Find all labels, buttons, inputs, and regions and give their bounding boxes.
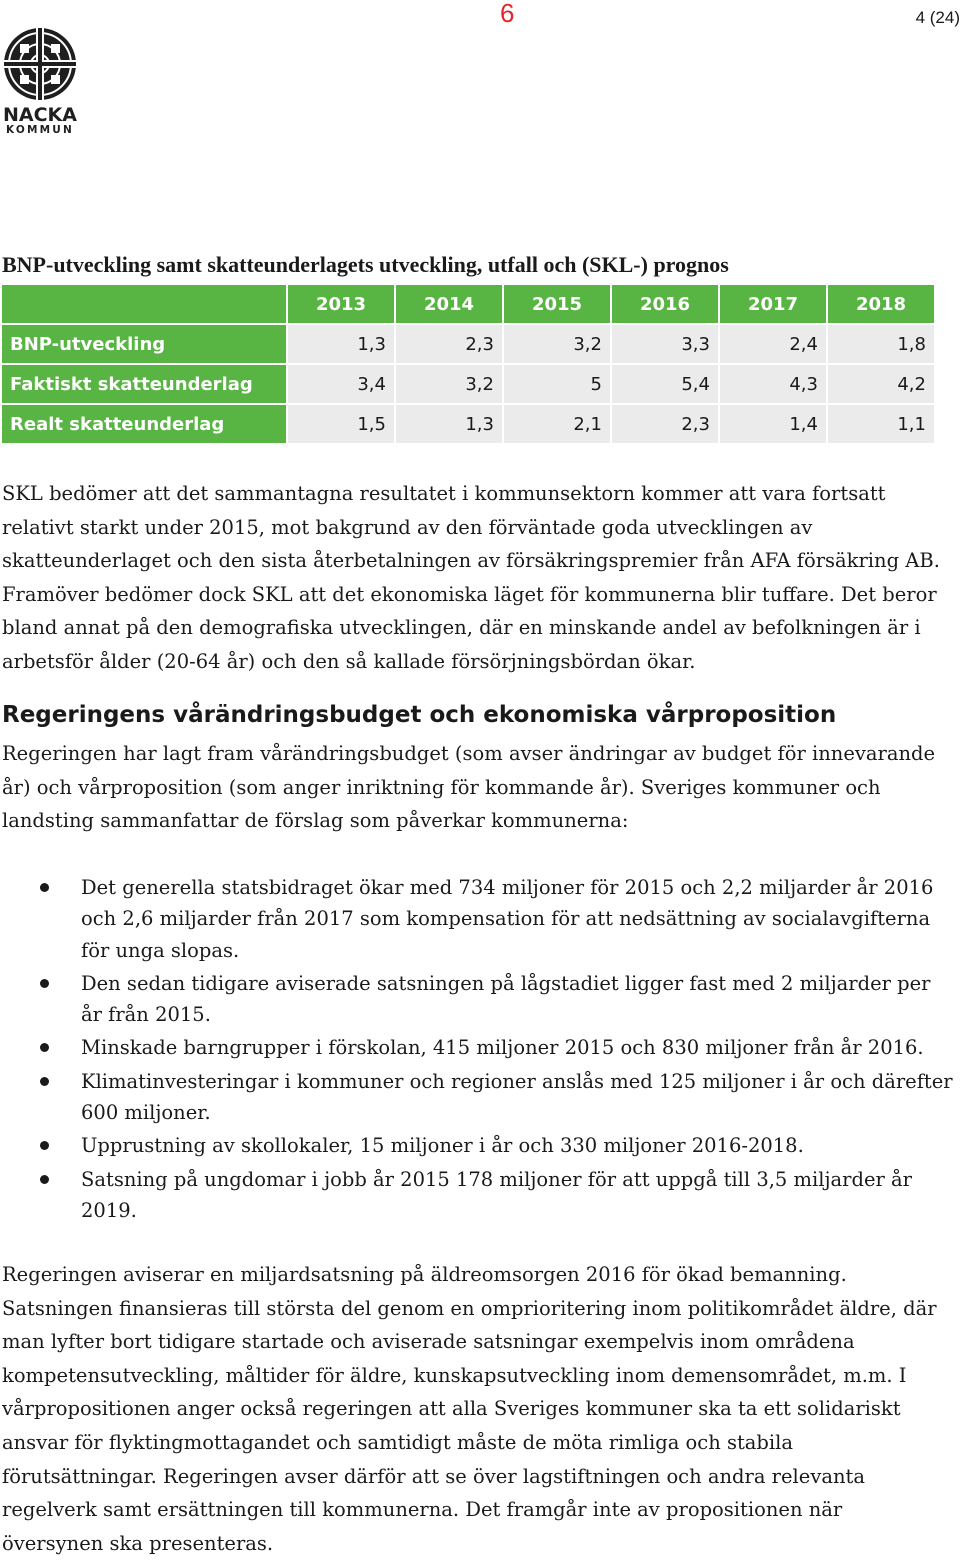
table-cell: 1,3	[395, 404, 503, 444]
page-counter: 4 (24)	[915, 8, 960, 27]
table-header-empty	[2, 285, 287, 324]
table-title: BNP-utveckling samt skatteunderlagets utveckling, utfall och (SKL-) prognos	[2, 252, 729, 277]
nacka-kommun-logo	[0, 26, 80, 138]
list-item-text: Satsning på ungdomar i jobb år 2015 178 miljoner för att uppgå till 3,5 miljarder år 2019.	[81, 1167, 912, 1222]
table-cell: 4,2	[827, 364, 935, 404]
table-header-cell: 2015	[503, 285, 611, 324]
table-cell: 1,4	[719, 404, 827, 444]
table-row	[2, 404, 935, 444]
table-row	[2, 364, 935, 404]
list-item-text: Det generella statsbidraget ökar med 734 miljoner för 2015 och 2,2 miljarder år 2016 och 2,6 miljarder från 2017 som kompensation för att nedsättning av socialavgifterna för unga slopas.	[81, 876, 934, 962]
bullet-icon	[40, 979, 49, 988]
list-item	[0, 1130, 960, 1161]
table-header-cell: 2014	[395, 285, 503, 324]
table-header-cell: 2017	[719, 285, 827, 324]
list-item	[0, 1032, 960, 1063]
row-label: Faktiskt skatteunderlag	[2, 364, 287, 404]
table-header-cell: 2016	[611, 285, 719, 324]
proposal-list	[0, 872, 960, 1228]
closing-paragraph: Regeringen aviserar en miljardsatsning på äldreomsorgen 2016 för ökad bemanning. Satsningen finansieras till största del genom en omprioritering inom politikområdet äldre, där man lyfter bort tidigare startade och aviserade satsningar exempelvis inom områdena kompetensutveckling, måltider för äldre, kunskapsutveckling inom demensområdet, m.m. I vårpropositionen anger också regeringen att alla Sveriges kommuner ska ta ett solidariskt ansvar för flyktingmottagandet och samtidigt måste de möta rimliga och stabila förutsättningar. Regeringen avser därför att se över lagstiftningen och andra relevanta regelverk samt ersättningen till kommunerna. Det framgår inte av propositionen när översynen ska presenteras.	[2, 1263, 937, 1555]
table-cell: 1,3	[287, 324, 395, 364]
bnp-table	[2, 285, 936, 445]
bullet-icon	[40, 1175, 49, 1184]
list-item	[0, 1164, 960, 1227]
bullet-icon	[40, 1141, 49, 1150]
list-item-text: Minskade barngrupper i förskolan, 415 miljoner 2015 och 830 miljoner från år 2016.	[81, 1036, 924, 1060]
table-header-cell: 2018	[827, 285, 935, 324]
table-cell: 5	[503, 364, 611, 404]
list-item	[0, 1066, 960, 1129]
table-cell: 1,1	[827, 404, 935, 444]
table-row	[2, 324, 935, 364]
table-cell: 4,3	[719, 364, 827, 404]
section-heading: Regeringens vårändringsbudget och ekonomiska vårproposition	[2, 702, 837, 728]
table-cell: 5,4	[611, 364, 719, 404]
table-cell: 3,4	[287, 364, 395, 404]
list-item-text: Upprustning av skollokaler, 15 miljoner i år och 330 miljoner 2016-2018.	[81, 1134, 804, 1158]
table-header-row	[2, 285, 935, 324]
row-label: BNP-utveckling	[2, 324, 287, 364]
table-cell: 3,2	[395, 364, 503, 404]
table-cell: 3,3	[611, 324, 719, 364]
list-item	[0, 968, 960, 1031]
table-cell: 2,4	[719, 324, 827, 364]
list-item-text: Klimatinvesteringar i kommuner och regioner anslås med 125 miljoner i år och därefter 600 miljoner.	[81, 1069, 953, 1125]
row-label: Realt skatteunderlag	[2, 404, 287, 444]
red-page-number: 6	[500, 0, 515, 28]
bullet-icon	[40, 1077, 49, 1086]
table-cell: 2,1	[503, 404, 611, 444]
table-cell: 3,2	[503, 324, 611, 364]
logo-name: NACKA	[3, 104, 77, 126]
bullet-icon	[40, 883, 49, 892]
table-cell: 2,3	[395, 324, 503, 364]
section-intro: Regeringen har lagt fram vårändringsbudget (som avser ändringar av budget för innevarande år) och vårproposition (som anger inriktning för kommande år). Sveriges kommuner och landsting sammanfattar de förslag som påverkar kommunerna:	[2, 742, 936, 833]
nacka-emblem-icon	[0, 26, 80, 104]
list-item	[0, 872, 960, 966]
logo-subtitle: KOMMUN	[5, 124, 74, 136]
bullet-icon	[40, 1043, 49, 1052]
list-item-text: Den sedan tidigare aviserade satsningen på lågstadiet ligger fast med 2 miljarder per år från 2015.	[81, 971, 931, 1027]
table-header-cell: 2013	[287, 285, 395, 324]
skl-paragraph: SKL bedömer att det sammantagna resultatet i kommunsektorn kommer att vara fortsatt relativt starkt under 2015, mot bakgrund av den förväntade goda utvecklingen av skatteunderlaget och den sista återbetalningen av försäkringspremier från AFA försäkring AB. Framöver bedömer dock SKL att det ekonomiska läget för kommunerna blir tuffare. Det beror bland annat på den demografiska utvecklingen, där en minskande andel av befolkningen är i arbetsför ålder (20-64 år) och den så kallade försörjningsbördan ökar.	[2, 482, 940, 673]
table-cell: 2,3	[611, 404, 719, 444]
table-cell: 1,8	[827, 324, 935, 364]
table-cell: 1,5	[287, 404, 395, 444]
